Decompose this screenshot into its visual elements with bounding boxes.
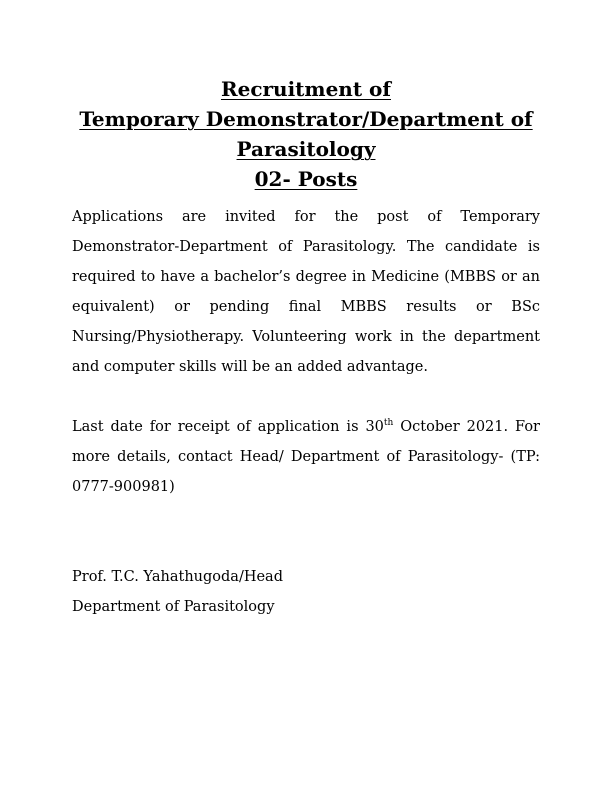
title-line-1: Recruitment of <box>220 77 391 101</box>
body-paragraph-2 <box>72 412 540 502</box>
contact-text: October 2021. For more details, contact Head/ Department of Parasitology- (TP: 0777-900981) <box>72 419 540 495</box>
deadline-text: Last date for receipt of application is 30 <box>72 419 384 435</box>
date-ordinal-suffix: th <box>383 418 394 429</box>
body-paragraph-1: Applications are invited for the post of Temporary Demonstrator-Department of Parasitology. The candidate is required to have a bachelor’s degree in Medicine (MBBS or an equivalent) or pending final MBBS results or BSc Nursing/Physiotherapy. Volunteering work in the department and computer skills will be an added advantage. <box>72 209 540 375</box>
signatory-department: Department of Parasitology <box>72 599 275 615</box>
notice-title <box>72 74 540 194</box>
document-page <box>72 74 540 622</box>
signatory-name: Prof. T.C. Yahathugoda/Head <box>72 569 283 585</box>
title-line-4: 02- Posts <box>254 167 358 191</box>
title-line-2: Temporary Demonstrator/Department of <box>79 107 533 131</box>
signature-block <box>72 562 540 622</box>
title-line-3: Parasitology <box>236 137 376 161</box>
